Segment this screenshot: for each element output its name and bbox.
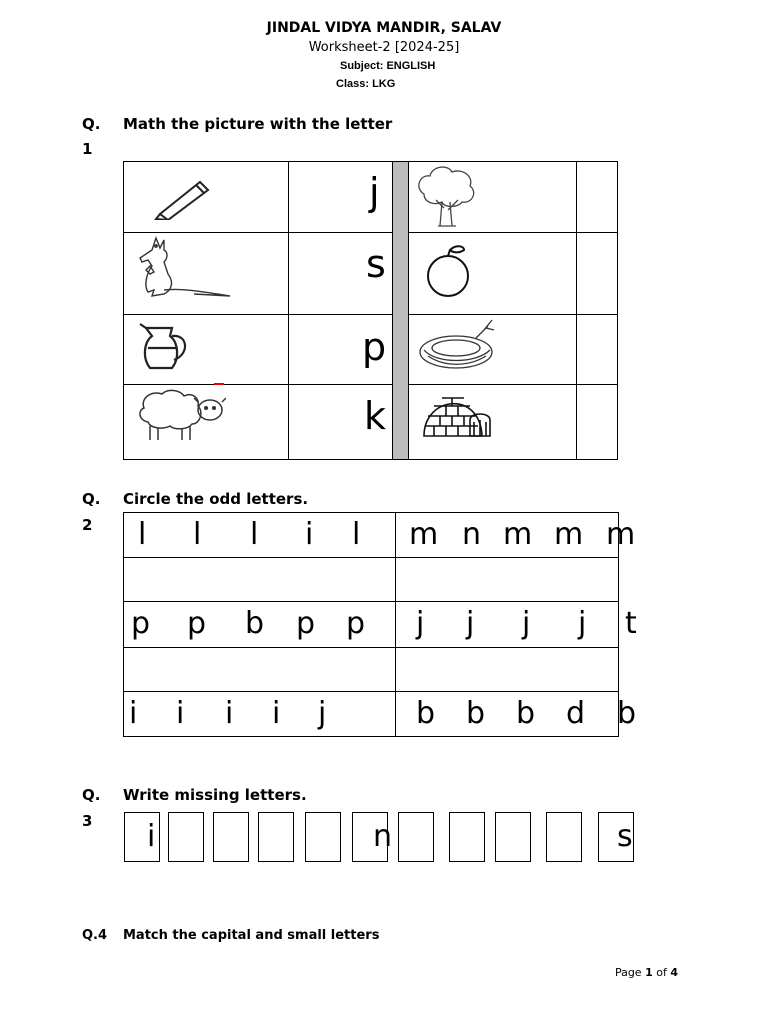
q2-letter: i: [129, 696, 138, 731]
q2-letter: i: [305, 517, 314, 552]
letter-box[interactable]: [352, 812, 393, 862]
q2-letter: l: [193, 517, 202, 552]
q2-letter: b: [245, 606, 265, 641]
letter-box[interactable]: [495, 812, 531, 862]
nest-icon: [416, 316, 506, 376]
q1-letter: s: [366, 242, 386, 286]
letter-box[interactable]: [258, 812, 294, 862]
jug-icon: [138, 322, 198, 372]
q1-number: 1: [82, 140, 93, 158]
q2-letter: l: [250, 517, 259, 552]
igloo-icon: [420, 386, 494, 440]
q1-letter: p: [362, 325, 387, 369]
letter-box[interactable]: [449, 812, 485, 862]
red-mark: [214, 383, 224, 385]
q2-letter: p: [296, 606, 316, 641]
page-indicator: Page 1 of 4: [614, 966, 678, 979]
q2-letter: p: [346, 606, 366, 641]
letter-box[interactable]: [124, 812, 160, 862]
q1-match-table: [123, 161, 618, 460]
class-line: Class: LKG: [336, 78, 396, 90]
q3-label: Q.: [82, 786, 101, 804]
kangaroo-icon: [134, 234, 234, 300]
q2-label: Q.: [82, 490, 101, 508]
school-name: JINDAL VIDYA MANDIR, SALAV: [266, 20, 502, 36]
q2-number: 2: [82, 516, 93, 534]
letter-box[interactable]: [305, 812, 341, 862]
q2-letter: i: [272, 696, 281, 731]
q3-text: Write missing letters.: [123, 786, 307, 804]
q2-letter: j: [522, 606, 531, 641]
letter-box[interactable]: [398, 812, 434, 862]
q2-letter: p: [187, 606, 207, 641]
subject-line: Subject: ENGLISH: [340, 60, 436, 72]
q2-letter: b: [516, 696, 536, 731]
q2-letter: j: [318, 696, 327, 731]
q3-number: 3: [82, 812, 93, 830]
q2-letter: b: [416, 696, 436, 731]
q4-label: Q.4: [82, 928, 108, 943]
q2-letter: m: [503, 517, 533, 552]
worksheet-title: Worksheet-2 [2024-25]: [308, 40, 460, 55]
q4-text: Match the capital and small letters: [123, 928, 380, 943]
q2-letter: t: [625, 606, 637, 641]
q2-letter: j: [416, 606, 425, 641]
tree-icon: [414, 164, 478, 230]
q2-letter: b: [466, 696, 486, 731]
q2-letter: j: [578, 606, 587, 641]
q1-letter: k: [364, 394, 387, 438]
pencil-icon: [152, 174, 212, 220]
q2-letter: m: [606, 517, 636, 552]
q2-letter: i: [225, 696, 234, 731]
q2-letter: m: [554, 517, 584, 552]
letter-box[interactable]: [598, 812, 634, 862]
q1-letter: j: [369, 170, 380, 214]
sheep-icon: [134, 388, 226, 446]
q2-letter: n: [462, 517, 482, 552]
q1-label: Q.: [82, 115, 101, 133]
q2-letter: l: [138, 517, 147, 552]
letter-box[interactable]: [168, 812, 204, 862]
q2-letter: j: [466, 606, 475, 641]
orange-icon: [424, 240, 474, 300]
divider-bar: [392, 162, 409, 459]
box-letter: n: [373, 819, 393, 854]
q2-text: Circle the odd letters.: [123, 490, 309, 508]
q1-text: Math the picture with the letter: [123, 115, 393, 133]
q2-letter: b: [617, 696, 637, 731]
q2-letter: p: [131, 606, 151, 641]
letter-box[interactable]: [546, 812, 582, 862]
q2-letter: i: [176, 696, 185, 731]
q2-letter: d: [566, 696, 586, 731]
box-letter: s: [617, 819, 633, 854]
q2-letter: m: [409, 517, 439, 552]
q2-letter: l: [352, 517, 361, 552]
letter-box[interactable]: [213, 812, 249, 862]
box-letter: i: [147, 819, 156, 854]
